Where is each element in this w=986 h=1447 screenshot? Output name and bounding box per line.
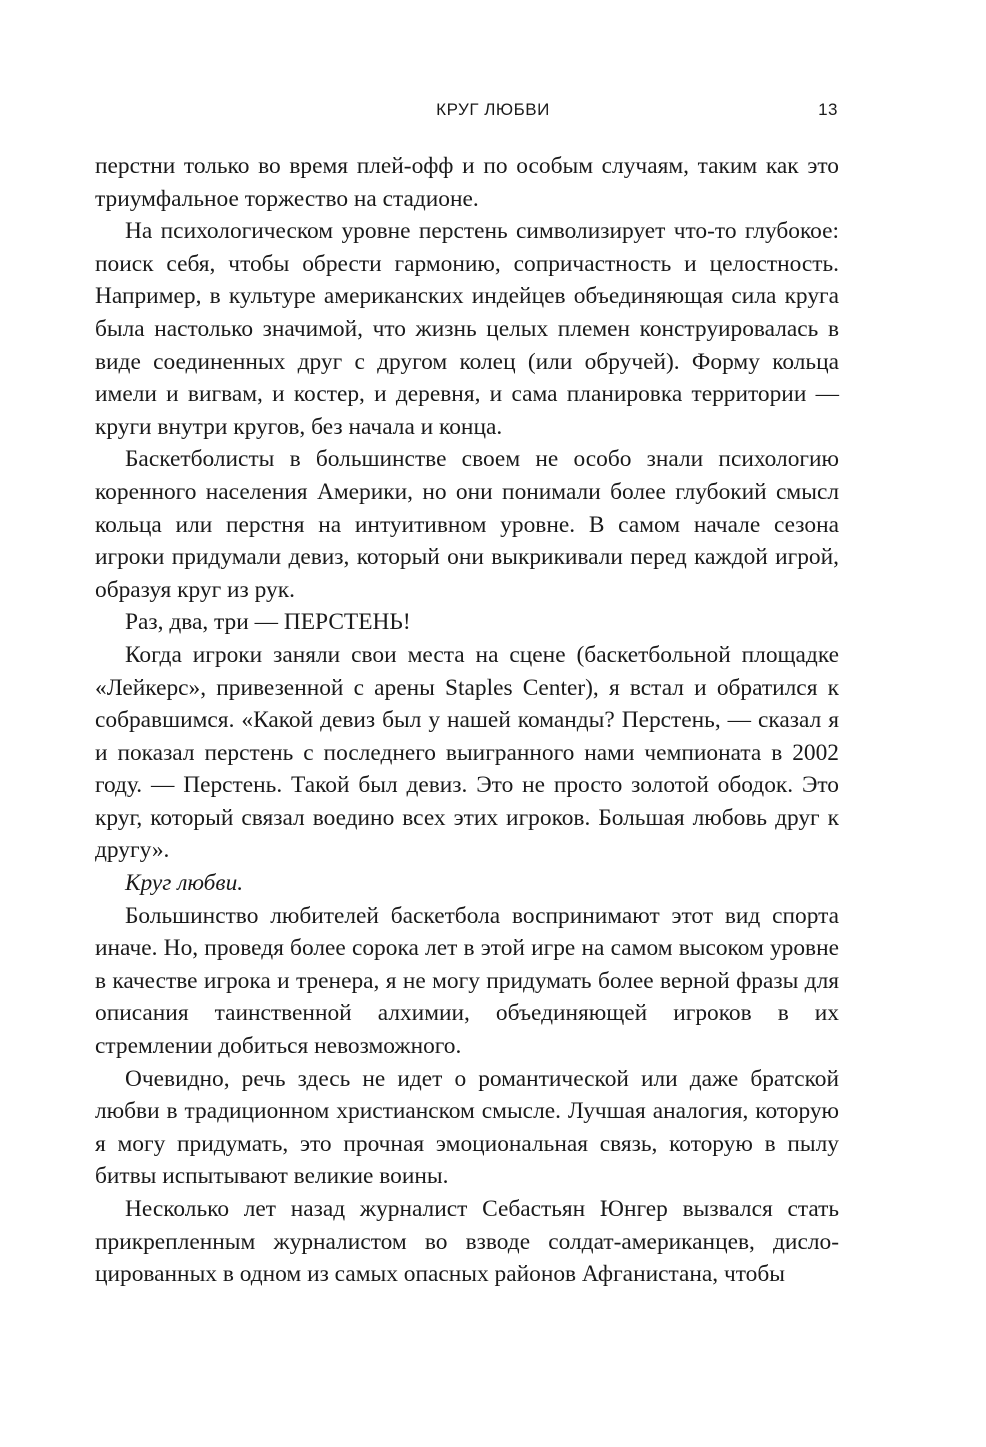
- paragraph-3: Баскетболисты в большинстве своем не особо знали психологию коренного населения Америки, но они понимали более глубокий смысл кольца или перстня на интуитивном уровне. В самом начале сезона игроки придумали девиз, который они выкрикивали перед каждой игрой, образуя круг из рук.: [95, 446, 839, 603]
- paragraph-5: Когда игроки заняли свои места на сцене (баскетбольной площадке «Лейкерс», привезенной с арены Staples Center), я встал и обратился к собравшимся. «Какой девиз был у нашей команды? Перстень, — сказал я и показал перстень с последнего выигранного нами чемпионата в 2002 году. — Перстень. Такой был девиз. Это не просто золотой ободок. Это круг, который связал воедино всех этих игроков. Большая любовь друг к другу».: [95, 641, 839, 864]
- running-title: КРУГ ЛЮБВИ: [436, 100, 550, 119]
- paragraph-7: Большинство любителей баскетбола воспринимают этот вид спорта иначе. Но, проведя более сорока лет в этой игре на самом высоком уровне в качестве игрока и тренера, я не могу придумать более верной фразы для описания таинственной алхимии, объединяющей игроков в их стремлении добиться невозможного.: [95, 902, 839, 1060]
- paragraph-4: Раз, два, три — ПЕРСТЕНЬ!: [125, 609, 411, 636]
- paragraph-2: На психологическом уровне перстень символизирует что-то глубокое: поиск себя, чтобы обрести гармонию, сопричастность и целостность. Например, в культуре американских индейцев объединяющая сила круга была настолько значимой, что жизнь целых племен конструировалась в виде соединенных друг с другом колец (или обручей). Форму кольца имели и вигвам, и костер, и деревня, и сама планировка территории — круги внутри кругов, без начала и конца.: [95, 218, 839, 440]
- page-number: 13: [818, 100, 838, 119]
- paragraph-6: Круг любви.: [125, 870, 244, 897]
- running-header: [0, 96, 986, 124]
- paragraph-9: Несколько лет назад журналист Себастьян Юнгер вызвался стать прикрепленным журналистом во взводе солдат-американцев, дислоцированных в одном из самых опасных районов Афганистана, чтобы: [95, 1196, 839, 1288]
- body-text: [95, 150, 839, 1291]
- paragraph-8: Очевидно, речь здесь не идет о романтической или даже братской любви в традиционном христианском смысле. Лучшая аналогия, которую я могу придумать, это прочная эмоциональная связь, которую в пылу битвы испытывают великие воины.: [95, 1065, 839, 1190]
- paragraph-1: перстни только во время плей-офф и по особым случаям, таким как это триумфальное торжество на стадионе.: [95, 153, 839, 212]
